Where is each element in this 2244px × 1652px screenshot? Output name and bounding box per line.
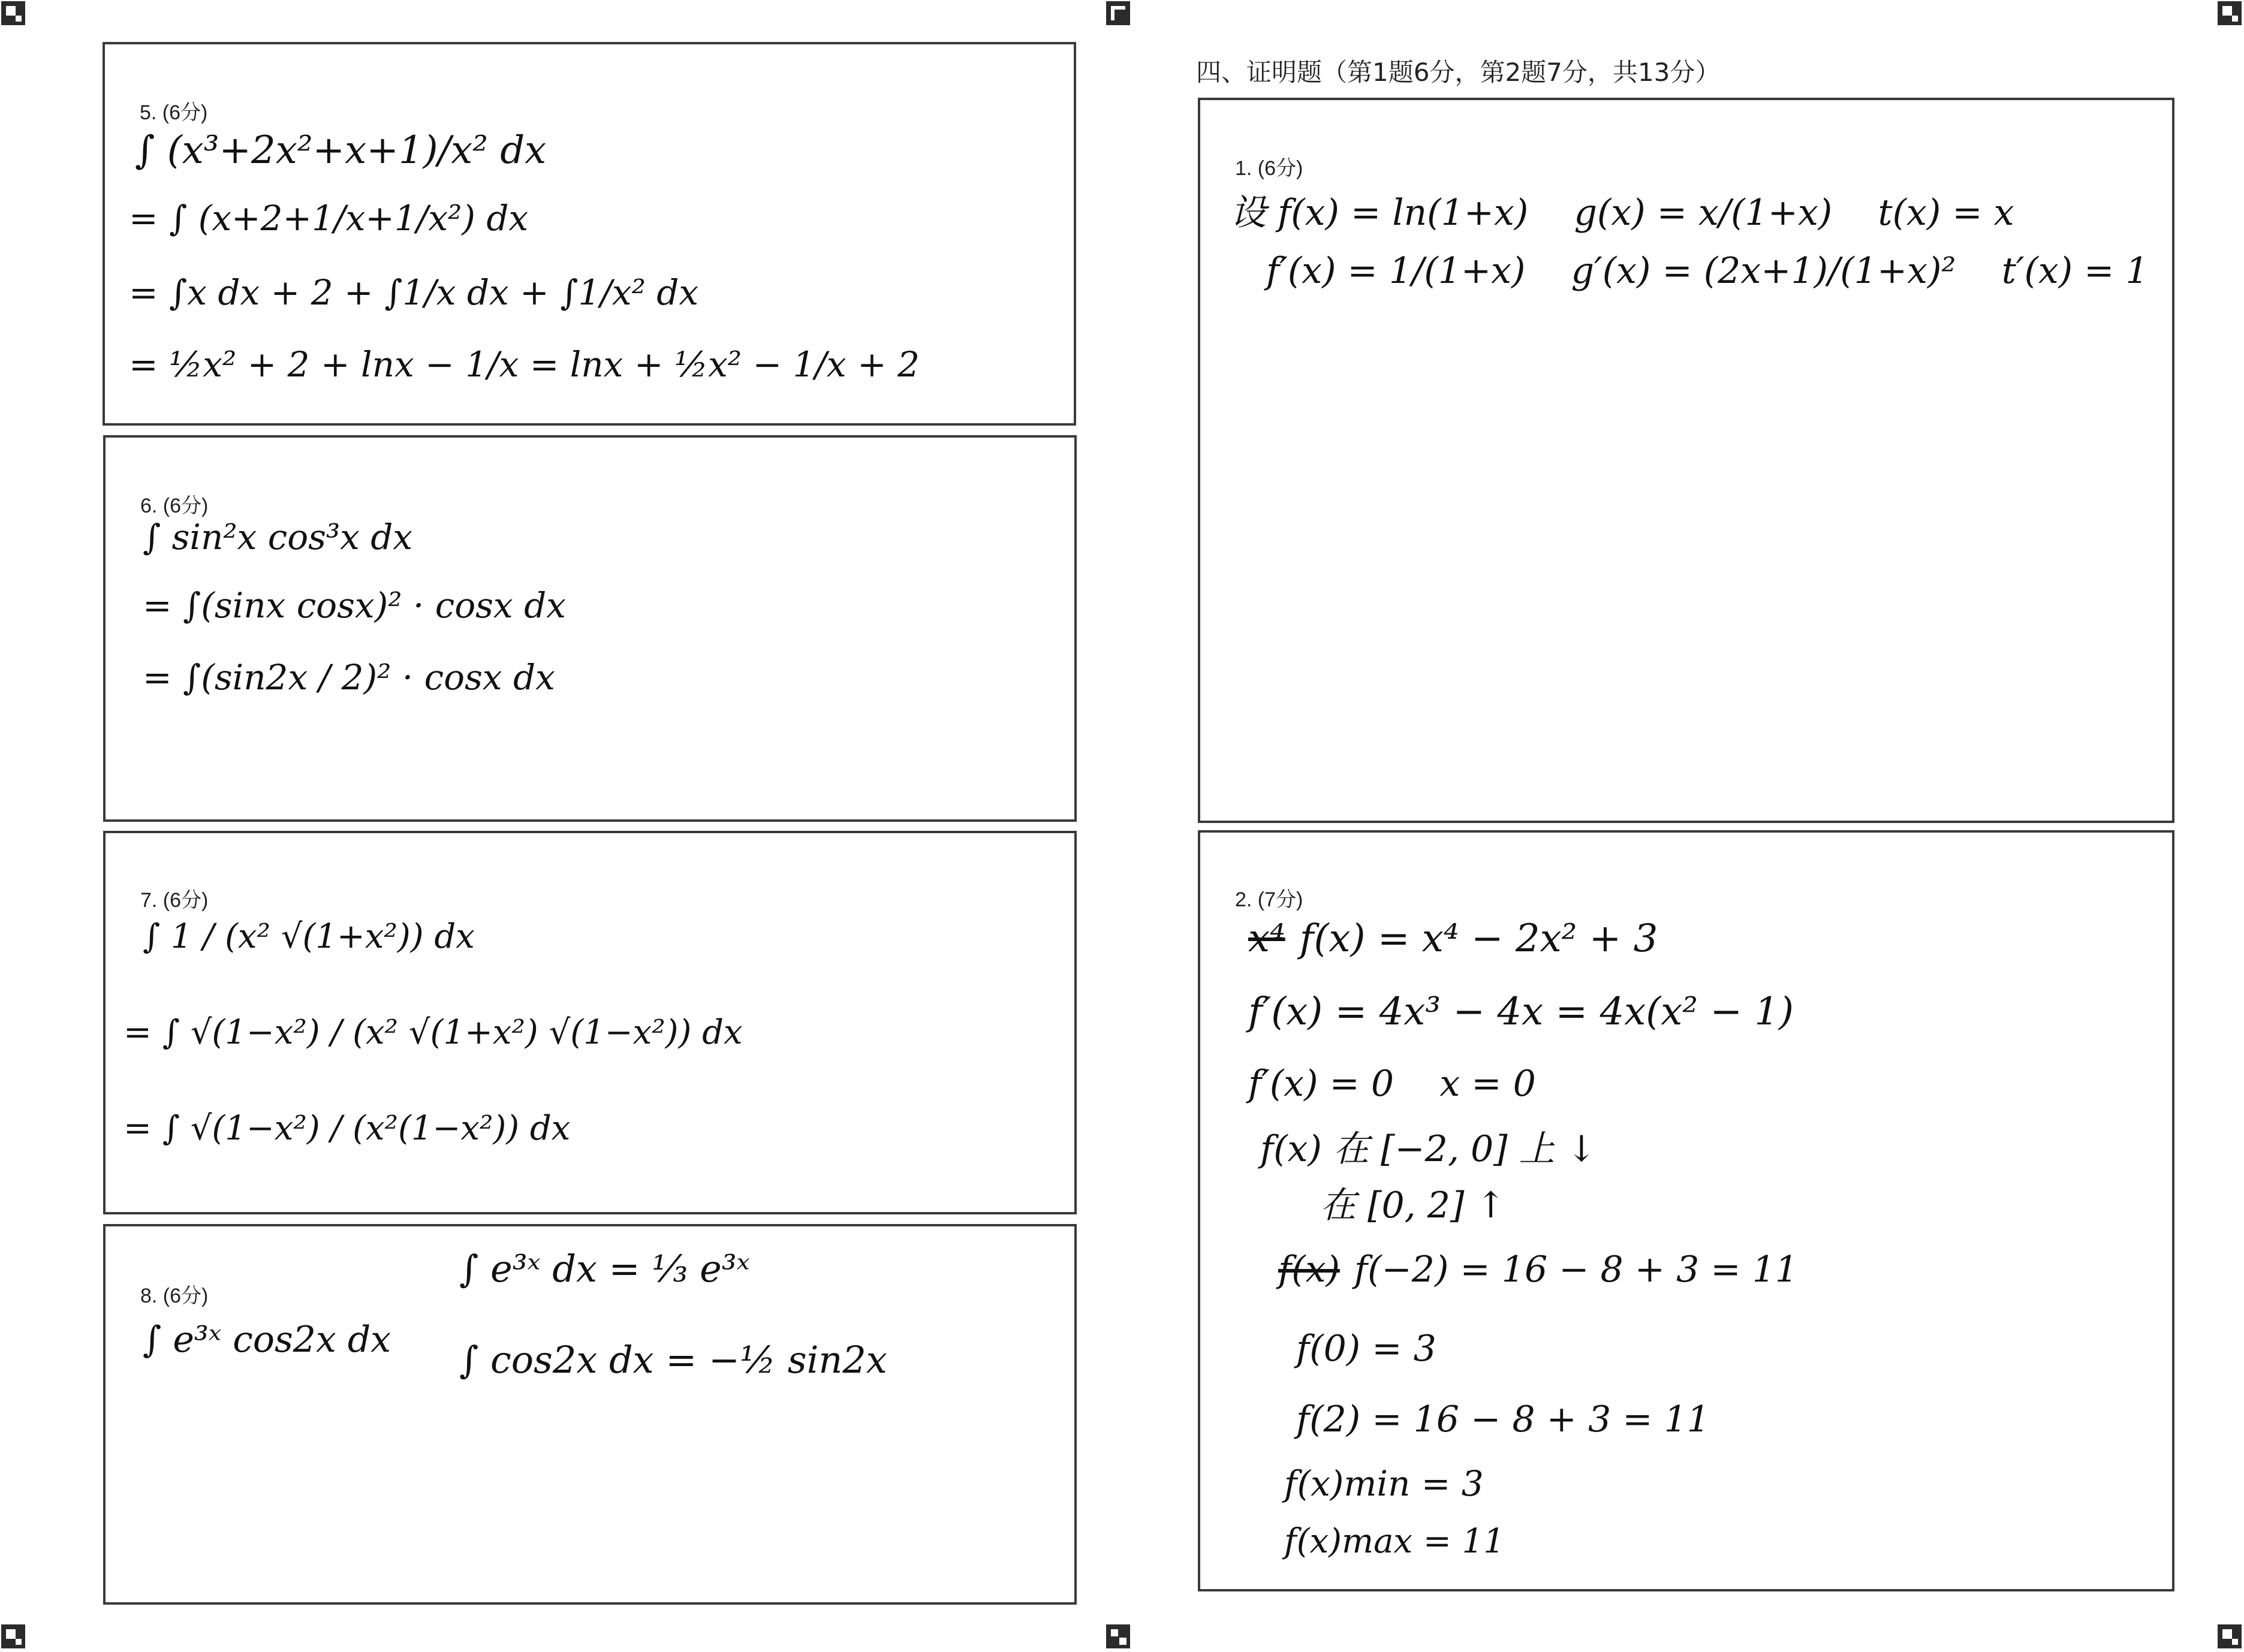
answer-box-q5 (103, 42, 1076, 426)
question-label-proof-1: 1. (6分) (1235, 157, 1303, 180)
proof-1-line-1: 设 f(x) = ln(1+x) g(x) = x/(1+x) t(x) = x (1230, 192, 2014, 234)
answer-box-proof-1 (1198, 98, 2174, 823)
proof-2-line-8: f(2) = 16 − 8 + 3 = 11 (1296, 1398, 1710, 1440)
proof-2-line-1-text: f(x) = x⁴ − 2x² + 3 (1299, 917, 1658, 961)
q5-line-2: = ∫ (x+2+1/x+1/x²) dx (129, 198, 529, 239)
q5-line-4: = ½x² + 2 + lnx − 1/x = lnx + ½x² − 1/x + 2 (129, 344, 920, 385)
proof-2-line-9: f(x)min = 3 (1284, 1463, 1484, 1504)
proof-2-line-10: f(x)max = 11 (1284, 1522, 1505, 1561)
q5-line-3: = ∫x dx + 2 + ∫1/x dx + ∫1/x² dx (129, 272, 699, 313)
proof-2-line-3: f′(x) = 0 x = 0 (1248, 1063, 1536, 1105)
corner-marker-bottom-right (2216, 1623, 2243, 1650)
answer-box-q8 (103, 1224, 1077, 1605)
proof-2-struck-term: x⁴ (1248, 917, 1285, 961)
corner-marker-bottom-center (1105, 1623, 1131, 1650)
q7-line-1: ∫ 1 / (x² √(1+x²)) dx (143, 917, 475, 956)
q8-line-2: ∫ e³ˣ dx = ⅓ e³ˣ (459, 1247, 750, 1291)
proof-2-line-2: f′(x) = 4x³ − 4x = 4x(x² − 1) (1248, 990, 1794, 1034)
question-label-q5: 5. (6分) (140, 101, 208, 124)
q7-line-3: = ∫ √(1−x²) / (x²(1−x²)) dx (124, 1109, 571, 1148)
q5-line-1: ∫ (x³+2x²+x+1)/x² dx (135, 128, 547, 173)
answer-box-q7 (103, 831, 1077, 1214)
answer-box-proof-2 (1198, 830, 2174, 1591)
q6-line-1: ∫ sin²x cos³x dx (143, 517, 413, 557)
proof-2-line-7: f(0) = 3 (1296, 1328, 1436, 1370)
q8-line-1: ∫ e³ˣ cos2x dx (143, 1319, 391, 1361)
proof-2-line-5: 在 [0, 2] ↑ (1320, 1184, 1506, 1226)
question-label-q7: 7. (6分) (140, 889, 209, 912)
question-label-q8: 8. (6分) (140, 1285, 209, 1307)
proof-2-struck-fx: f(x) (1278, 1249, 1340, 1291)
answer-box-q6 (103, 435, 1077, 822)
corner-marker-bottom-left (0, 1623, 26, 1650)
q8-line-3: ∫ cos2x dx = −½ sin2x (459, 1338, 887, 1382)
proof-2-line-1 (1248, 917, 1658, 961)
corner-marker-top-left (0, 0, 26, 26)
proof-2-line-6 (1278, 1249, 1798, 1291)
section-title: 四、证明题（第1题6分，第2题7分，共13分） (1196, 58, 1721, 87)
corner-marker-top-right (2216, 0, 2243, 26)
proof-2-line-4: f(x) 在 [−2, 0] 上 ↓ (1260, 1128, 1597, 1170)
q6-line-3: = ∫(sin2x / 2)² · cosx dx (143, 657, 555, 698)
question-label-q6: 6. (6分) (140, 495, 209, 517)
proof-1-line-2: f′(x) = 1/(1+x) g′(x) = (2x+1)/(1+x)² t′(x) = 1 (1266, 250, 2149, 292)
q6-line-2: = ∫(sinx cosx)² · cosx dx (143, 585, 566, 626)
question-label-proof-2: 2. (7分) (1235, 888, 1303, 911)
proof-2-line-6-text: f(−2) = 16 − 8 + 3 = 11 (1354, 1249, 1799, 1291)
corner-marker-top-center (1105, 0, 1131, 26)
q7-line-2: = ∫ √(1−x²) / (x² √(1+x²) √(1−x²)) dx (124, 1013, 743, 1052)
